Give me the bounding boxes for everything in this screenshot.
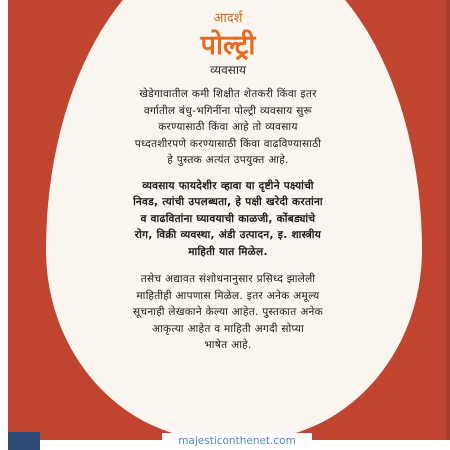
title-suffix: व्यवसाय bbox=[210, 63, 246, 77]
paragraph-line: माहिती यात मिळेल. bbox=[188, 245, 268, 258]
paragraph-intro bbox=[83, 86, 373, 169]
book-title: पोल्ट्री bbox=[200, 30, 256, 61]
paragraph-line: व्यवसाय फायदेशीर व्हावा या दृष्टीने पक्ष्यांची bbox=[142, 179, 314, 192]
paragraph-closing bbox=[83, 271, 373, 354]
paragraph-line: रोग, विक्री व्यवस्था, अंडी उत्पादन, इ. शास्त्रीय bbox=[134, 229, 322, 241]
paragraph-line: वर्गातील बंधु-भगिनींना पोल्ट्री व्यवसाय सुरू bbox=[143, 104, 313, 117]
website-watermark: majesticonthenet.com bbox=[162, 433, 312, 450]
cover-text-block bbox=[78, 0, 378, 440]
paragraph-contents bbox=[83, 178, 373, 261]
paragraph-line: करण्यासाठी किंवा आहे तो व्यवसाय bbox=[158, 121, 298, 133]
paragraph-line: पध्दतशीरपणे करण्यासाठी किंवा वाढविण्यासाठी bbox=[134, 137, 322, 150]
paragraph-line: सूचनाही लेखकाने केल्या आहेत. पुस्तकात अनेक bbox=[132, 306, 324, 318]
paragraph-line: खेडेगावातील कमी शिक्षीत शेतकरी किंवा इतर bbox=[139, 88, 317, 100]
paragraph-line: निवड, त्यांची उपलब्धता, हे पक्षी खरेदी करतांना bbox=[133, 196, 323, 208]
paragraph-line: तसेच अद्यावत संशोधनानुसार प्रसिध्द झालेली bbox=[140, 273, 316, 285]
paragraph-line: आकृत्या आहेत व माहिती अगदी सोप्या bbox=[151, 322, 305, 335]
publisher-corner-mark bbox=[8, 432, 40, 450]
paragraph-line: माहितीही आपणास मिळेल. इतर अनेक अमूल्य bbox=[136, 289, 320, 302]
paragraph-line: हे पुस्तक अत्यंत उपयुक्त आहे. bbox=[167, 154, 289, 166]
title-prefix: आदर्श bbox=[213, 11, 243, 26]
paragraph-line: भाषेत आहे. bbox=[204, 339, 252, 351]
paragraph-line: व वाढवितांना घ्यावयाची काळजी, कोंबड्यांचे bbox=[140, 212, 316, 225]
